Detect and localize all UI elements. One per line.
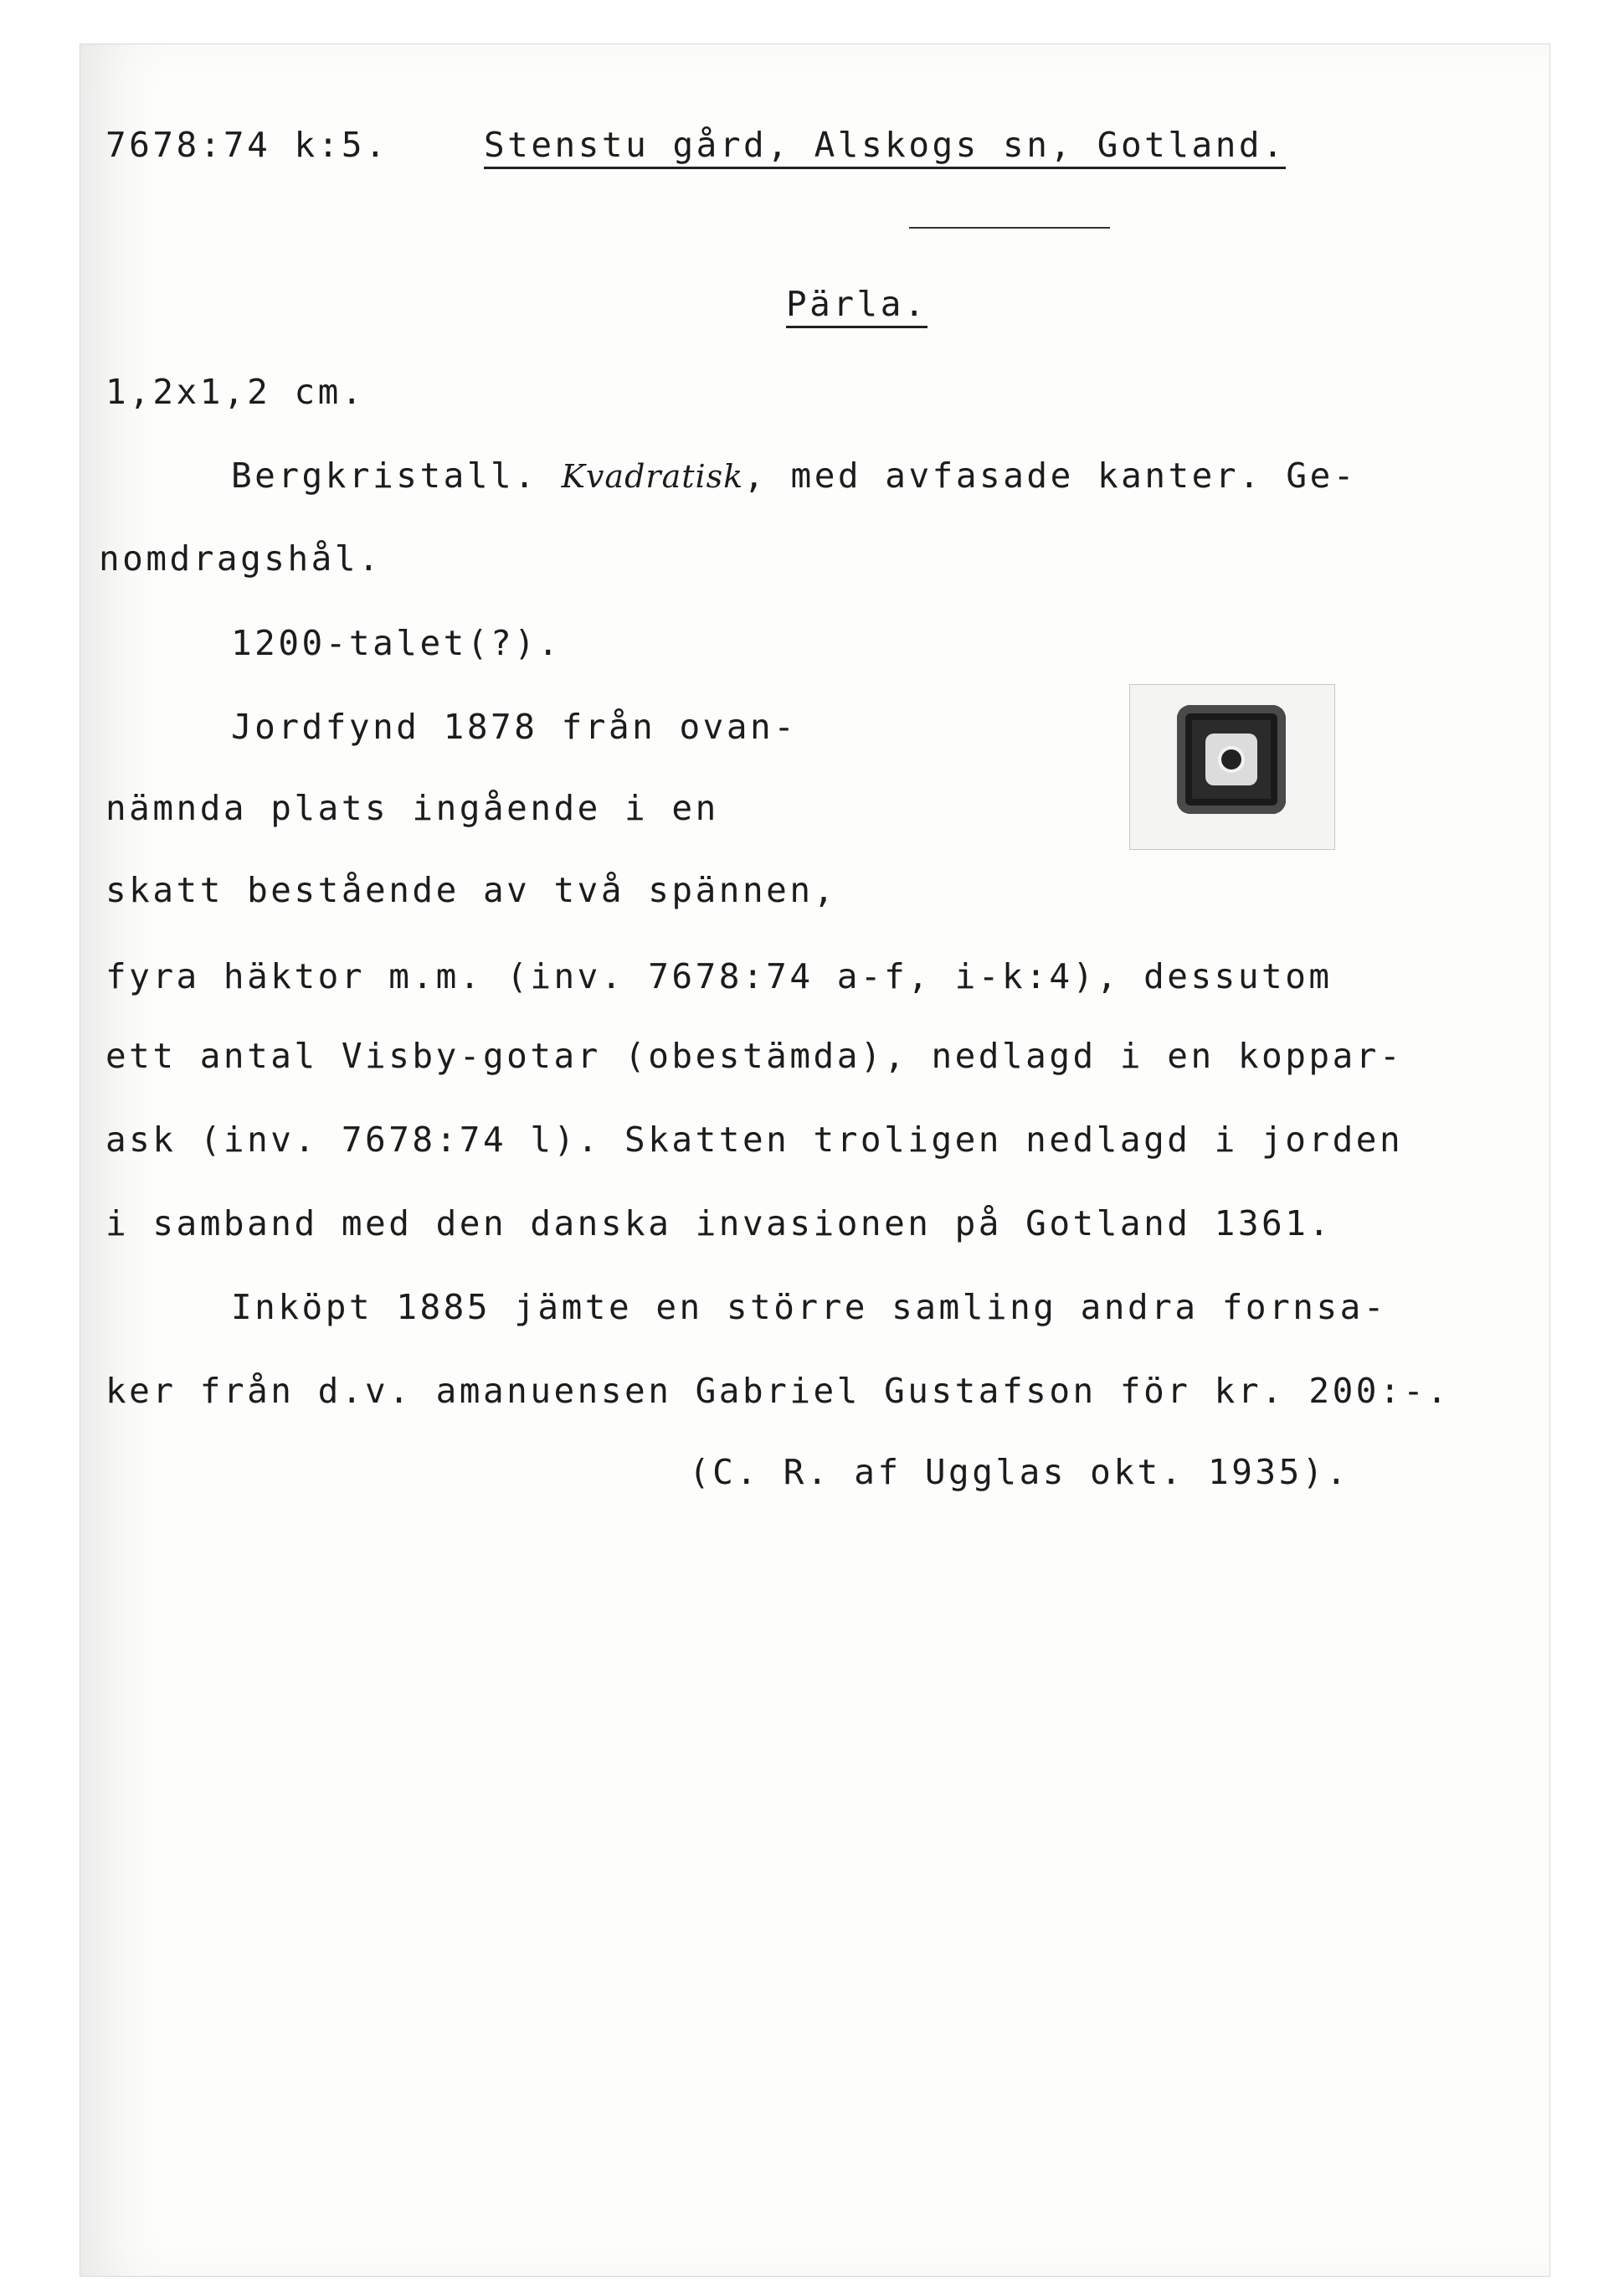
author-note: (C. R. af Ugglas okt. 1935). xyxy=(689,1452,1350,1492)
dimensions: 1,2x1,2 cm. xyxy=(105,372,366,412)
title-underline-decoration xyxy=(909,227,1110,229)
find-context-line: ask (inv. 7678:74 l). Skatten troligen nedlagd i jorden xyxy=(105,1120,1404,1160)
find-context-line: nämnda plats ingående i en xyxy=(105,788,719,828)
material-text: Bergkristall. xyxy=(231,456,562,496)
bead-photograph xyxy=(1129,684,1335,850)
find-location: Stenstu gård, Alskogs sn, Gotland. xyxy=(484,124,1286,169)
catalog-card xyxy=(80,44,1550,2277)
description-line-1 xyxy=(231,455,1357,497)
bead-hole xyxy=(1221,749,1241,770)
dating: 1200-talet(?). xyxy=(231,623,562,663)
find-context-line: fyra häktor m.m. (inv. 7678:74 a-f, i-k:4), dessutom xyxy=(105,956,1333,996)
crystal-bead-image xyxy=(1177,705,1286,814)
catalog-number: 7678:74 k:5. xyxy=(105,125,389,165)
find-context-line: Jordfynd 1878 från ovan- xyxy=(231,707,798,747)
find-context-line: i samband med den danska invasionen på Gotland 1361. xyxy=(105,1203,1333,1243)
find-context-line: ett antal Visby-gotar (obestämda), nedlagd i en koppar- xyxy=(105,1036,1404,1076)
description-line-2: nomdragshål. xyxy=(99,538,383,579)
object-name: Pärla. xyxy=(786,283,927,328)
handwritten-correction: Kvadratisk xyxy=(561,458,744,495)
acquisition-line: ker från d.v. amanuensen Gabriel Gustafson för kr. 200:-. xyxy=(105,1371,1451,1411)
material-text-continued: , med avfasade kanter. Ge- xyxy=(743,456,1357,496)
find-context-line: skatt bestående av två spännen, xyxy=(105,870,837,910)
acquisition-line: Inköpt 1885 jämte en större samling andra fornsa- xyxy=(231,1287,1388,1327)
